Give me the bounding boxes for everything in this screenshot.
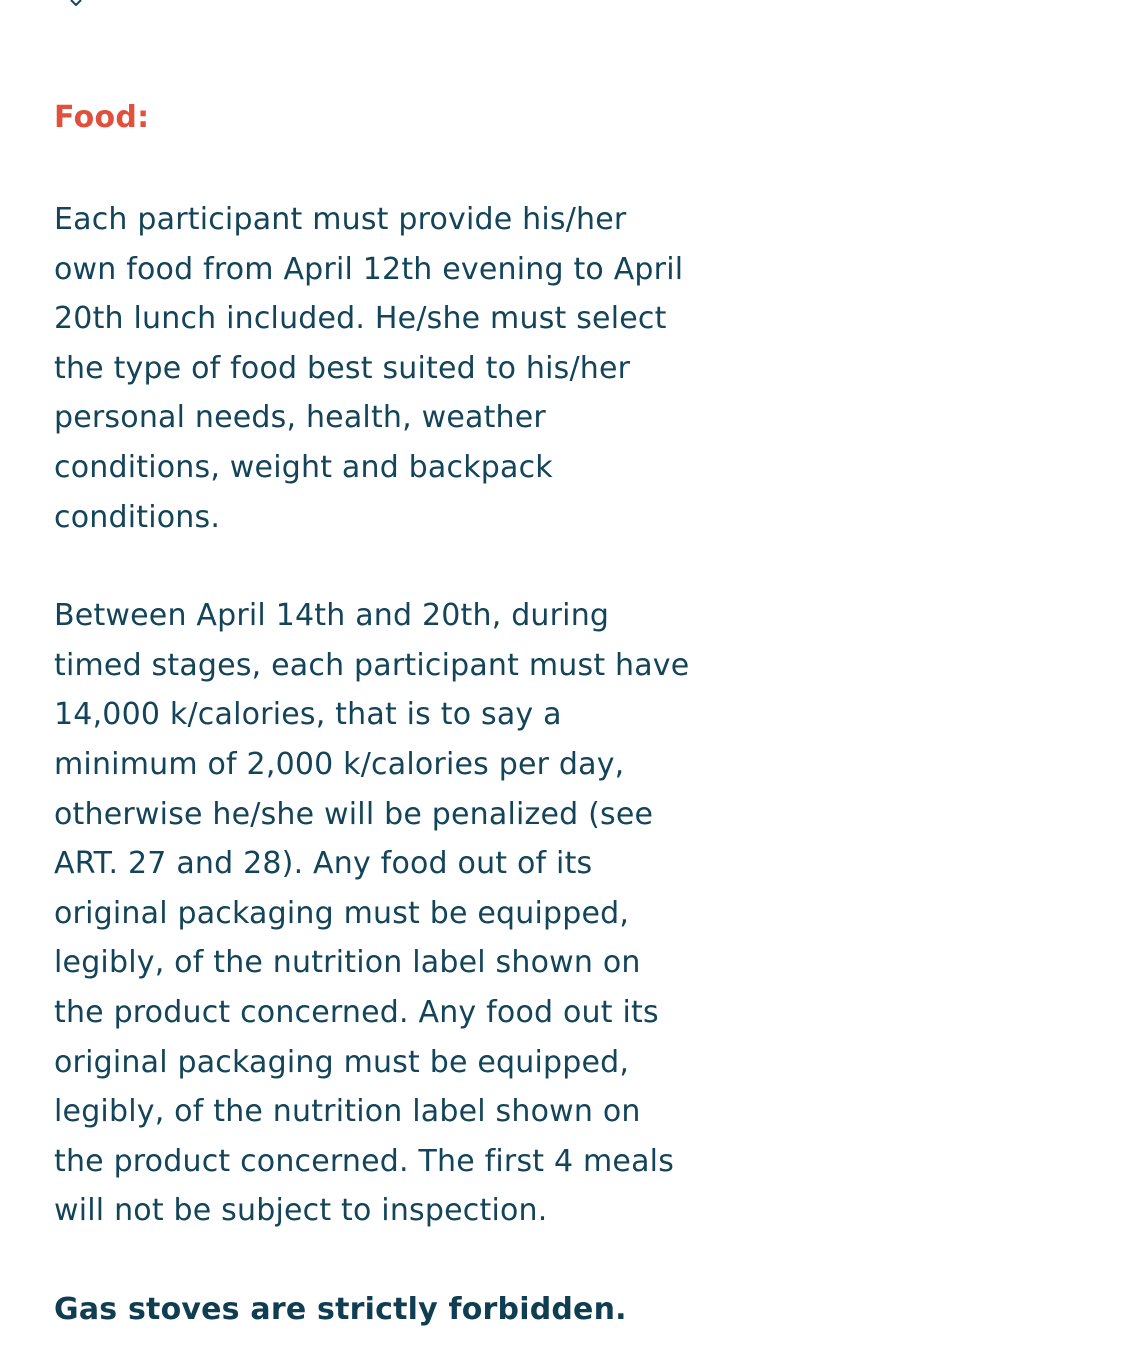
food-paragraph-provision: Each participant must provide his/her own food from April 12th evening to April 20th lunch included. He/she must select the type of food best suited to his/her personal needs, health, weather conditions, weight and backpack conditions. [54,202,684,535]
chevron-down-icon [70,0,82,6]
section-heading-food: Food: [54,100,150,135]
food-section [54,96,694,1334]
gas-stove-warning: Gas stoves are strictly forbidden. [54,1291,627,1327]
food-paragraph-calories: Between April 14th and 20th, during timed stages, each participant must have 14,000 k/calories, that is to say a minimum of 2,000 k/calories per day, otherwise he/she will be penalized (see ART. 27 and 28). Any food out of its original packaging must be equipped, legibly, of the nutrition label shown on the product concerned. Any food out its original packaging must be equipped, legibly, of the nutrition label shown on the product concerned. The first 4 meals will not be subject to inspection. [54,598,690,1229]
